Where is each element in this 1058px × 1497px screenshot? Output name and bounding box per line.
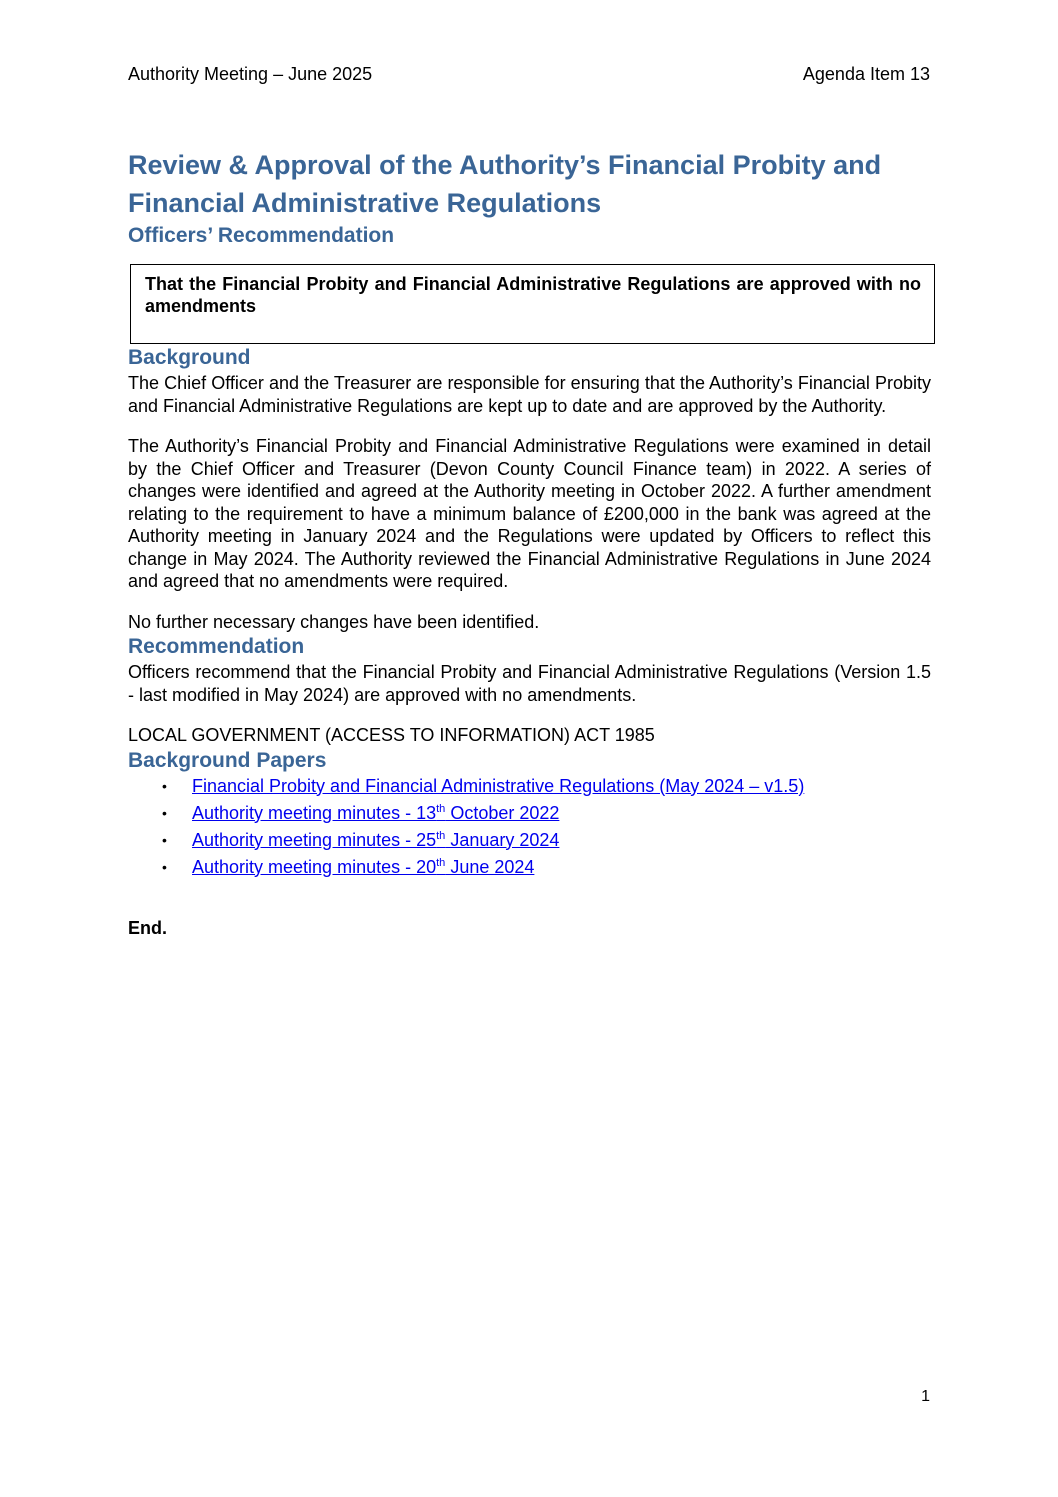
bullet-icon: • bbox=[162, 804, 167, 821]
background-papers-list bbox=[128, 775, 931, 878]
recommendation-heading: Recommendation bbox=[128, 635, 305, 658]
end-marker: End. bbox=[128, 917, 167, 938]
document-body bbox=[128, 146, 931, 939]
recommendation-paragraph: Officers recommend that the Financial Probity and Financial Administrative Regulations (Version 1.5 - last modified in May 2024) are approved with no amendments. bbox=[128, 662, 931, 705]
list-item bbox=[128, 802, 931, 824]
paper-link-regulations[interactable]: Financial Probity and Financial Administrative Regulations (May 2024 – v1.5) bbox=[192, 775, 805, 796]
page-title: Review & Approval of the Authority’s Financial Probity and Financial Administrative Regulations bbox=[128, 150, 882, 218]
recommendation-box: That the Financial Probity and Financial Administrative Regulations are approved with no amendments bbox=[130, 264, 935, 344]
list-item bbox=[128, 829, 931, 851]
background-heading: Background bbox=[128, 346, 251, 369]
background-papers-heading: Background Papers bbox=[128, 748, 327, 772]
officers-recommendation-heading: Officers’ Recommendation bbox=[128, 224, 395, 247]
list-item bbox=[128, 775, 931, 797]
background-paragraph-1: The Chief Officer and the Treasurer are responsible for ensuring that the Authority’s Financial Probity and Financial Administrative Regulations are kept up to date and are approved by the Authority. bbox=[128, 373, 931, 416]
paper-link-minutes-jun-2024[interactable]: Authority meeting minutes - 20th June 2024 bbox=[192, 856, 535, 877]
bullet-icon: • bbox=[162, 831, 167, 848]
page-header bbox=[128, 64, 930, 85]
page-number: 1 bbox=[921, 1388, 930, 1405]
background-paragraph-3: No further necessary changes have been identified. bbox=[128, 611, 540, 632]
bullet-icon: • bbox=[162, 858, 167, 875]
header-agenda-item: Agenda Item 13 bbox=[802, 64, 930, 84]
bullet-icon: • bbox=[162, 777, 167, 794]
header-meeting: Authority Meeting – June 2025 bbox=[128, 64, 373, 84]
background-paragraph-2: The Authority’s Financial Probity and Financial Administrative Regulations were examined in detail by the Chief Officer and Treasurer (Devon County Council Finance team) in 2022. A series of changes were identified and agreed at the Authority meeting in October 2022. A further amendment relating to the requirement to have a minimum balance of £200,000 in the bank was agreed at the Authority meeting in January 2024 and the Regulations were updated by Officers to reflect this change in May 2024. The Authority reviewed the Financial Administrative Regulations in June 2024 and agreed that no amendments were required. bbox=[128, 436, 931, 591]
paper-link-minutes-oct-2022[interactable]: Authority meeting minutes - 13th October 2022 bbox=[192, 802, 560, 823]
list-item bbox=[128, 856, 931, 878]
paper-link-minutes-jan-2024[interactable]: Authority meeting minutes - 25th January 2024 bbox=[192, 829, 560, 850]
act-reference: LOCAL GOVERNMENT (ACCESS TO INFORMATION) ACT 1985 bbox=[128, 725, 655, 745]
